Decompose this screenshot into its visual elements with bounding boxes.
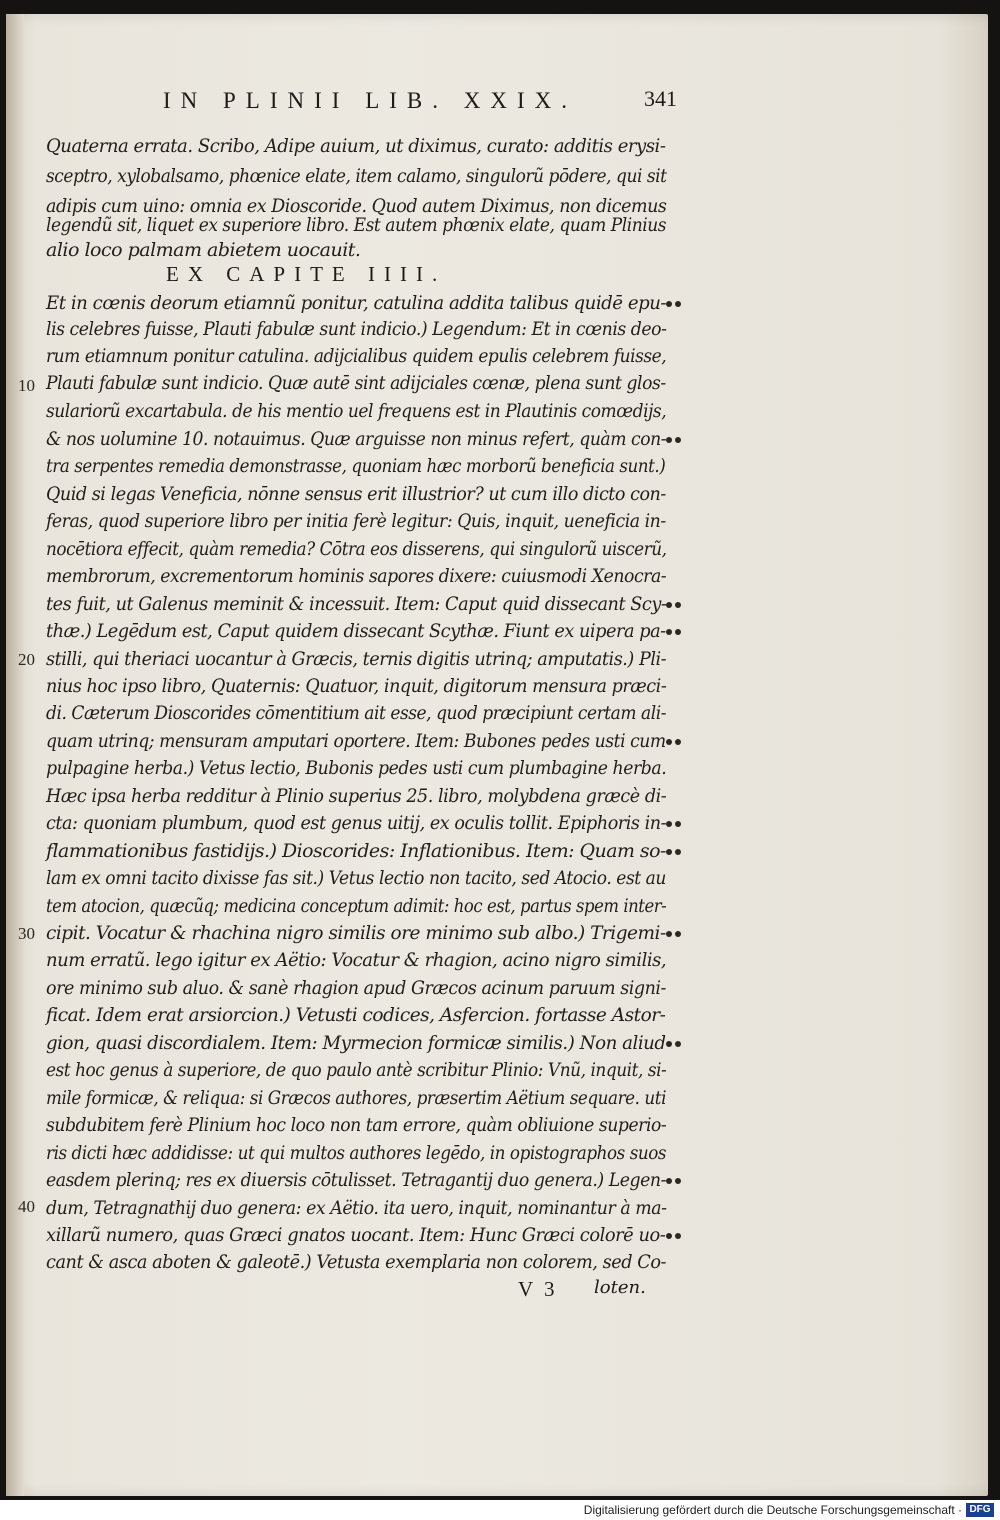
text-line: dum, Tetragnathij duo genera: ex Aëtio. ita uero, inquit, nominantur à ma-	[46, 1197, 667, 1219]
text-line: adipis cum uino: omnia ex Dioscoride. Quod autem Diximus, non dicemus	[46, 195, 667, 217]
margin-mark-icon	[666, 847, 684, 857]
funding-credit: Digitalisierung gefördert durch die Deutsche Forschungsgemeinschaft ·	[583, 1503, 962, 1517]
text-line: & nos uolumine 10. notauimus. Quæ arguisse non minus refert, quàm con-	[46, 428, 667, 450]
text-line: nocētiora effecit, quàm remedia? Cōtra eos disserens, qui singulorũ uiscerũ,	[46, 538, 667, 560]
signature-mark: V 3	[518, 1277, 555, 1301]
text-line: Plauti fabulæ sunt indicio. Quæ autē sint adijciales cœnæ, plena sunt glos-	[46, 372, 666, 394]
binding-shadow	[6, 14, 24, 1496]
text-line: di. Cæterum Dioscorides cōmentitium ait esse, quod præcipiunt certam ali-	[46, 702, 667, 724]
text-line: quam utrinq; mensuram amputari oportere. Item: Bubones pedes usti cum	[46, 730, 666, 752]
text-line: ficat. Idem erat arsiorcion.) Vetusti codices, Asfercion. fortasse Astor-	[46, 1004, 666, 1026]
margin-line-number: 10	[18, 376, 35, 395]
text-line: lam ex omni tacito dixisse fas sit.) Vetus lectio non tacito, sed Atocio. est au	[46, 867, 666, 889]
text-line: cta: quoniam plumbum, quod est genus uitij, ex oculis tollit. Epiphoris in-	[46, 812, 667, 834]
text-line: thæ.) Legēdum est, Caput quidem dissecant Scythæ. Fiunt ex uipera pa-	[46, 620, 666, 642]
text-line: mile formicæ, & reliqua: si Græcos authores, præsertim Aëtium sequare. uti	[46, 1087, 667, 1109]
page-number: 341	[644, 86, 677, 111]
running-head: IN PLINII LIB. XXIX.	[163, 88, 577, 113]
text-line: flammationibus fastidijs.) Dioscorides: Inflationibus. Item: Quam so-	[46, 840, 666, 862]
text-line: stilli, qui theriaci uocantur à Græcis, ternis digitis utrinq; amputatis.) Pli-	[46, 648, 667, 670]
margin-mark-icon	[666, 627, 684, 637]
margin-mark-icon	[666, 1176, 684, 1186]
catchword: loten.	[594, 1277, 646, 1298]
text-line: tes fuit, ut Galenus meminit & incessuit. Item: Caput quid dissecant Scy-	[46, 593, 667, 615]
text-line: sulariorũ excartabula. de his mentio uel frequens est in Plautinis comœdijs,	[46, 400, 667, 422]
margin-line-number: 20	[18, 650, 35, 669]
text-line: tem atocion, quæcũq; medicina conceptum adimit: hoc est, partus spem inter-	[46, 895, 667, 917]
margin-mark-icon	[666, 737, 684, 747]
footer-bar	[0, 1500, 1000, 1520]
section-heading: EX CAPITE IIII.	[166, 262, 447, 286]
margin-mark-icon	[666, 435, 684, 445]
text-line: Quid si legas Veneficia, nōnne sensus erit illustrior? ut cum illo dicto con-	[46, 483, 666, 505]
margin-mark-icon	[666, 1039, 684, 1049]
margin-mark-icon	[666, 600, 684, 610]
text-line: rum etiamnum ponitur catulina. adijcialibus quidem epulis celebrem fuisse,	[46, 345, 667, 367]
text-line: cipit. Vocatur & rhachina nigro similis ore minimo sub albo.) Trigemi-	[46, 922, 666, 944]
text-line: pulpagine herba.) Vetus lectio, Bubonis pedes usti cum plumbagine herba.	[46, 757, 667, 779]
text-line: Quaterna errata. Scribo, Adipe auium, ut diximus, curato: additis erysi-	[46, 135, 666, 157]
text-line: lis celebres fuisse, Plauti fabulæ sunt indicio.) Legendum: Et in cœnis deo-	[46, 318, 667, 340]
text-line: num erratũ. lego igitur ex Aëtio: Vocatur & rhagion, acino nigro similis,	[46, 949, 667, 971]
text-line: ris dicti hæc addidisse: ut qui multos authores legēdo, in opistographos suos	[46, 1142, 667, 1164]
dfg-logo-icon: DFG	[966, 1503, 994, 1517]
text-line: tra serpentes remedia demonstrasse, quoniam hæc morborũ beneficia sunt.)	[46, 455, 666, 477]
text-line: feras, quod superiore libro per initia ferè legitur: Quis, inquit, ueneficia in-	[46, 510, 666, 532]
text-line: alio loco palmam abietem uocauit.	[46, 239, 361, 261]
margin-line-number: 30	[18, 924, 35, 943]
text-line: gion, quasi discordialem. Item: Myrmecion formicæ similis.) Non aliud	[46, 1032, 666, 1054]
text-line: sceptro, xylobalsamo, phœnice elate, item calamo, singulorũ pōdere, qui sit	[46, 165, 667, 187]
text-line: nius hoc ipso libro, Quaternis: Quatuor, inquit, digitorum mensura præci-	[46, 675, 667, 697]
margin-line-number: 40	[18, 1197, 35, 1216]
text-line: Hæc ipsa herba redditur à Plinio superius 25. libro, molybdena græcè di-	[46, 785, 667, 807]
margin-mark-icon	[666, 1231, 684, 1241]
text-line: cant & asca aboten & galeotē.) Vetusta exemplaria non colorem, sed Co-	[46, 1251, 667, 1273]
text-line: subdubitem ferè Plinium hoc loco non tam errore, quàm obliuione superio-	[46, 1114, 667, 1136]
text-line: Et in cœnis deorum etiamnũ ponitur, catulina addita talibus quidē epu-	[46, 292, 667, 314]
margin-mark-icon	[666, 929, 684, 939]
text-line: xillarũ numero, quas Græci gnatos uocant. Item: Hunc Græci colorē uo-	[46, 1224, 666, 1246]
text-line: membrorum, excrementorum hominis sapores dixere: cuiusmodi Xenocra-	[46, 565, 667, 587]
text-line: easdem plerinq; res ex diuersis cōtulisset. Tetragantij duo genera.) Legen-	[46, 1169, 667, 1191]
margin-mark-icon	[666, 299, 684, 309]
text-line: legendũ sit, liquet ex superiore libro. Est autem phœnix elate, quam Plinius	[46, 214, 667, 236]
margin-mark-icon	[666, 819, 684, 829]
text-line: est hoc genus à superiore, de quo paulo antè scribitur Plinio: Vnũ, inquit, si-	[46, 1059, 667, 1081]
text-line: ore minimo sub aluo. & sanè rhagion apud Græcos acinum paruum signi-	[46, 977, 667, 999]
